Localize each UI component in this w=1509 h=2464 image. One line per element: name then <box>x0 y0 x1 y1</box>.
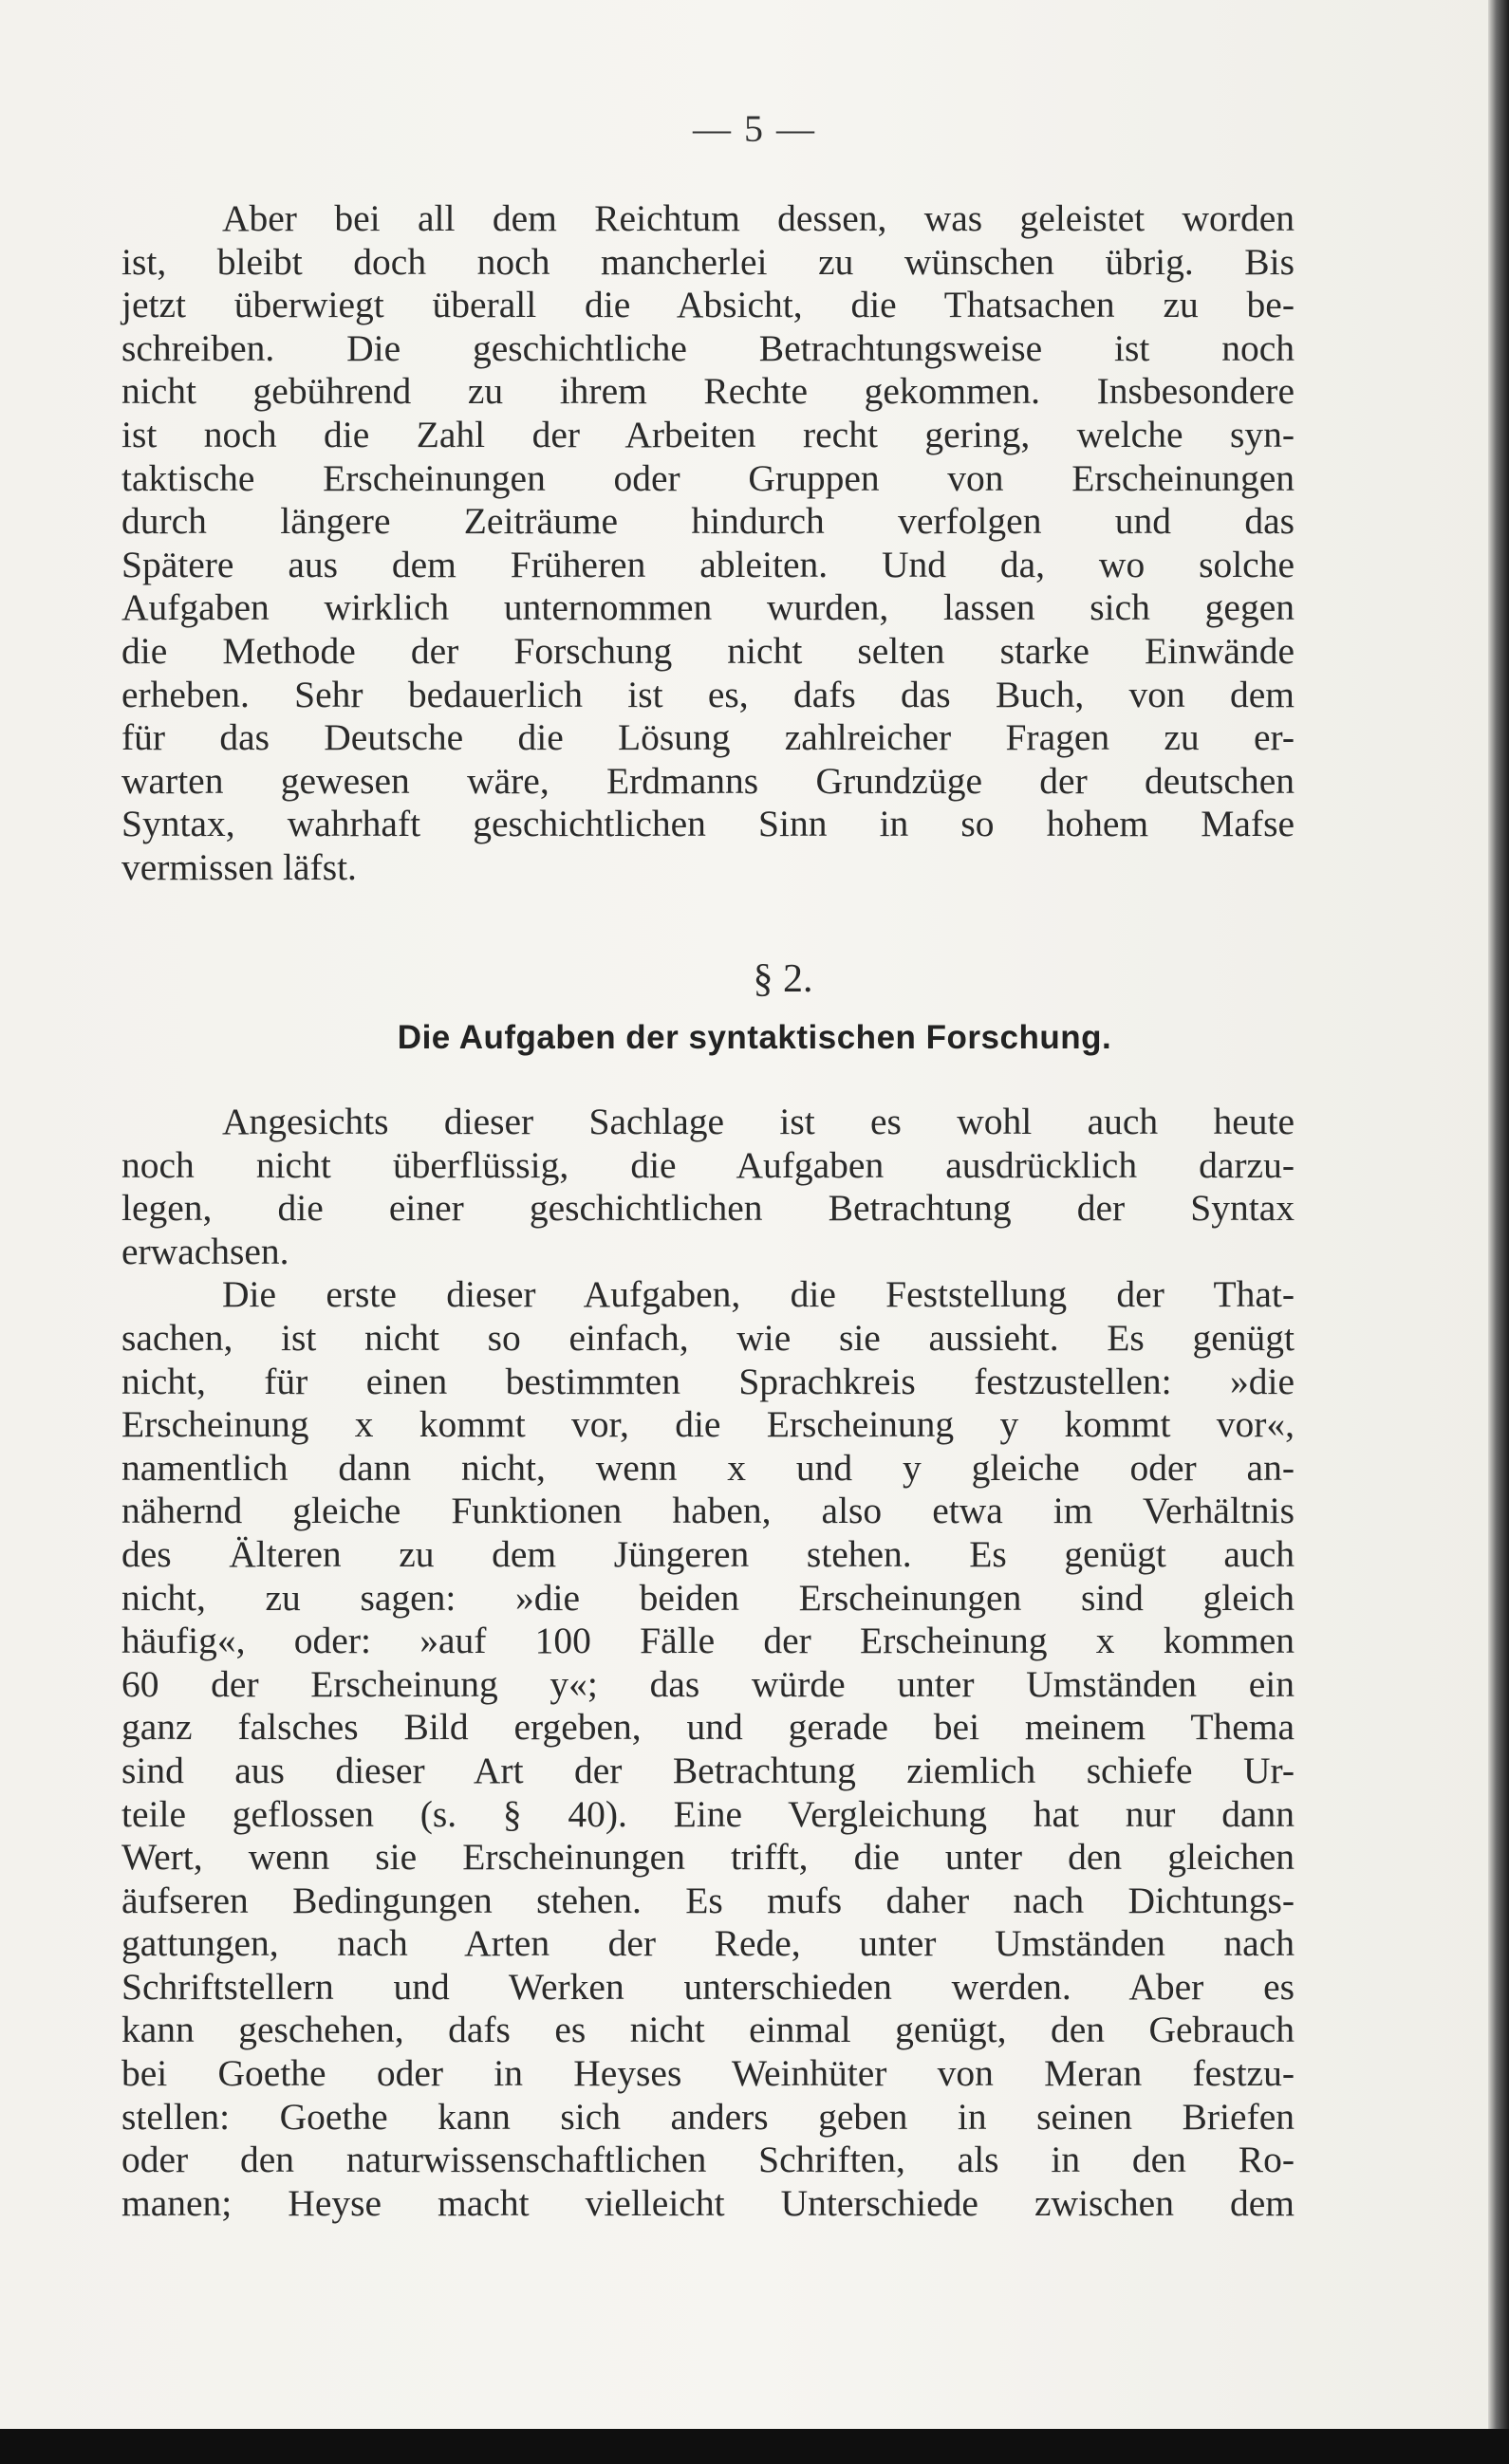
text-line: 60 der Erscheinung y«; das würde unter Umständen ein <box>121 1662 1295 1705</box>
text-line: gattungen, nach Arten der Rede, unter Umständen nach <box>121 1922 1295 1965</box>
text-line: jetzt überwiegt überall die Absicht, die Thatsachen zu be- <box>121 284 1295 326</box>
text-line: legen, die einer geschichtlichen Betrachtung der Syntax <box>121 1187 1295 1230</box>
text-line: nähernd gleiche Funktionen haben, also etwa im Verhältnis <box>121 1490 1295 1532</box>
text-line: Schriftstellern und Werken unterschieden werden. Aber es <box>121 1965 1295 2008</box>
text-line: Die erste dieser Aufgaben, die Feststellung der That- <box>222 1273 1295 1316</box>
text-line: noch nicht überflüssig, die Aufgaben ausdrücklich darzu- <box>121 1143 1295 1186</box>
paragraph-2-and-3 <box>121 1101 1295 2225</box>
text-line: Erscheinung x kommt vor, die Erscheinung y kommt vor«, <box>121 1403 1295 1446</box>
text-line: häufig«, oder: »auf 100 Fälle der Erscheinung x kommen <box>121 1620 1295 1662</box>
text-line: die Methode der Forschung nicht selten starke Einwände <box>121 629 1295 672</box>
text-line: äufseren Bedingungen stehen. Es mufs daher nach Dichtungs- <box>121 1879 1295 1921</box>
scan-bottom-border <box>0 2429 1509 2464</box>
text-line: ganz falsches Bild ergeben, und gerade bei meinem Thema <box>121 1706 1295 1749</box>
section-number: § 2. <box>753 957 813 1001</box>
text-line: manen; Heyse macht vielleicht Unterschiede zwischen dem <box>121 2181 1295 2224</box>
page-number: — 5 — <box>693 107 816 150</box>
text-line: Aber bei all dem Reichtum dessen, was geleistet worden <box>222 197 1295 239</box>
text-line: nicht, für einen bestimmten Sprachkreis festzustellen: »die <box>121 1360 1295 1402</box>
text-line: sind aus dieser Art der Betrachtung ziemlich schiefe Ur- <box>121 1749 1295 1791</box>
section-heading: Die Aufgaben der syntaktischen Forschung. <box>397 1019 1112 1056</box>
text-line: bei Goethe oder in Heyses Weinhüter von Meran festzu- <box>121 2052 1295 2095</box>
text-line: für das Deutsche die Lösung zahlreicher Fragen zu er- <box>121 716 1295 759</box>
text-line: Aufgaben wirklich unternommen wurden, lassen sich gegen <box>121 586 1295 629</box>
text-line: warten gewesen wäre, Erdmanns Grundzüge der deutschen <box>121 759 1295 802</box>
text-line: teile geflossen (s. § 40). Eine Vergleichung hat nur dann <box>121 1792 1295 1835</box>
text-line: Spätere aus dem Früheren ableiten. Und da, wo solche <box>121 543 1295 585</box>
text-line: nicht, zu sagen: »die beiden Erscheinungen sind gleich <box>121 1576 1295 1619</box>
text-line: erheben. Sehr bedauerlich ist es, dafs das Buch, von dem <box>121 673 1295 715</box>
text-line: des Älteren zu dem Jüngeren stehen. Es genügt auch <box>121 1532 1295 1575</box>
text-line: oder den naturwissenschaftlichen Schriften, als in den Ro- <box>121 2139 1295 2181</box>
text-line: erwachsen. <box>121 1230 289 1272</box>
text-line: ist noch die Zahl der Arbeiten recht gering, welche syn- <box>121 413 1295 455</box>
text-line: nicht gebührend zu ihrem Rechte gekommen. Insbesondere <box>121 370 1295 413</box>
text-line: taktische Erscheinungen oder Gruppen von Erscheinungen <box>121 456 1295 499</box>
text-line: schreiben. Die geschichtliche Betrachtungsweise ist noch <box>121 326 1295 369</box>
paragraph-1 <box>121 197 1295 890</box>
text-line: ist, bleibt doch noch mancherlei zu wünschen übrig. Bis <box>121 240 1295 283</box>
text-line: sachen, ist nicht so einfach, wie sie aussieht. Es genügt <box>121 1316 1295 1359</box>
text-line: Wert, wenn sie Erscheinungen trifft, die unter den gleichen <box>121 1836 1295 1879</box>
text-line: namentlich dann nicht, wenn x und y gleiche oder an- <box>121 1446 1295 1489</box>
text-line: vermissen läfst. <box>121 845 357 888</box>
page-edge-shadow <box>1488 0 1509 2464</box>
text-line: Syntax, wahrhaft geschichtlichen Sinn in so hohem Mafse <box>121 803 1295 845</box>
text-line: kann geschehen, dafs es nicht einmal genügt, den Gebrauch <box>121 2009 1295 2051</box>
text-line: durch längere Zeiträume hindurch verfolgen und das <box>121 500 1295 543</box>
text-line: stellen: Goethe kann sich anders geben in seinen Briefen <box>121 2095 1295 2138</box>
text-line: Angesichts dieser Sachlage ist es wohl auch heute <box>222 1101 1295 1142</box>
